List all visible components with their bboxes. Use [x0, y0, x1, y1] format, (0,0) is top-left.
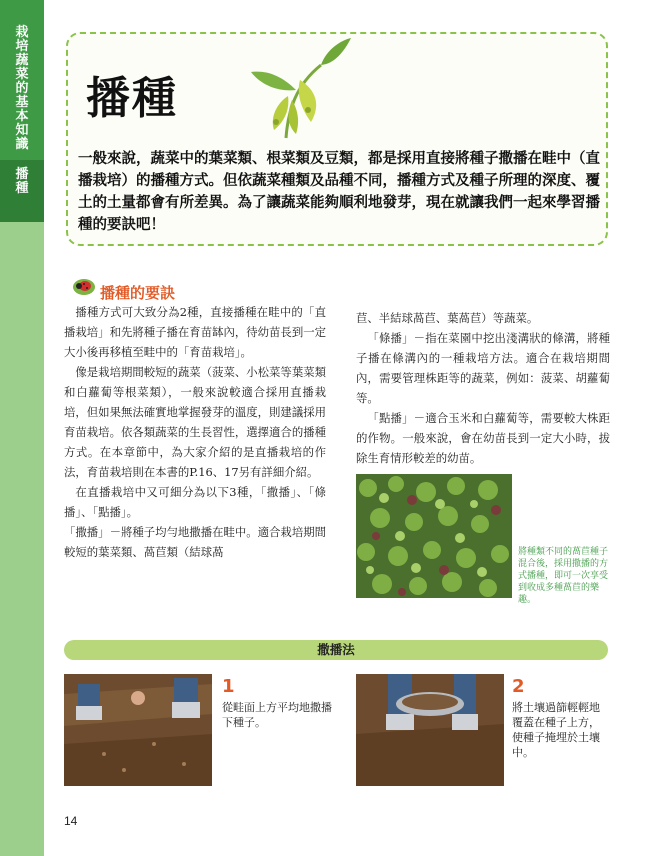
step2-text: 將土壤過篩輕輕地覆蓋在種子上方，使種子掩埋於土壤中。 — [512, 701, 600, 759]
paragraph: 「撒播」－將種子均勻地撒播在畦中。適合栽培期間較短的葉菜類、萵苣類（結球萵 — [64, 525, 326, 559]
paragraph: 在直播栽培中又可細分為以下3種，「撒播」、「條播」、「點播」。 — [64, 485, 326, 519]
body-column-left — [64, 302, 326, 562]
body-column-right — [356, 308, 610, 468]
page-number: 14 — [64, 814, 78, 828]
step1-text: 從畦面上方平均地撒播下種子。 — [222, 701, 332, 729]
lettuce-photo — [356, 474, 512, 598]
paragraph: 「點播」－適合玉米和白蘿蔔等，需要較大株距的作物。一般來說，會在幼苗長到一定大小時，拔除生育情形較差的幼苗。 — [356, 411, 610, 465]
paragraph: 像是栽培期間較短的蔬菜（菠菜、小松菜等葉菜類和白蘿蔔等根菜類），一般來說較適合採用直播栽培，但如果無法確實地掌握發芽的溫度，則建議採用育苗栽培。依各類蔬菜的生長習性，選擇適合的播種方式。在本章節中，為大家介紹的是直播栽培的作法，育苗栽培則在本書的P.16、17另有詳細介紹。 — [64, 365, 326, 479]
page-title: 播種 — [86, 73, 178, 124]
paragraph: 苣、半結球萵苣、葉萵苣）等蔬菜。 — [356, 311, 539, 325]
photo-caption: 將種類不同的萵苣種子混合後，採用撒播的方式播種，即可一次享受到收成多種萵苣的樂趣。 — [518, 547, 609, 605]
paragraph: 「條播」－指在菜園中挖出淺溝狀的條溝，將種子播在條溝內的一種栽培方法。適合在栽培期間內，需要管理株距等的蔬菜，例如：菠菜、胡蘿蔔等。 — [356, 331, 610, 405]
pea-plant-illustration — [226, 30, 356, 140]
method-bar: 撒播法 — [64, 640, 608, 660]
step2-photo — [356, 674, 504, 786]
step2-number: 2 — [512, 676, 525, 697]
paragraph: 播種方式可大致分為2種，直接播種在畦中的「直播栽培」和先將種子播在育苗缽內，待幼苗長到一定大小後再移植至畦中的「育苗栽培」。 — [64, 305, 326, 359]
sidebar-current-label: 播 種 — [15, 167, 29, 196]
step1-number: 1 — [222, 676, 235, 697]
sidebar-section-label: 栽 培 蔬 菜 的 基 本 知 識 — [15, 25, 29, 152]
intro-text: 一般來說，蔬菜中的葉菜類、根菜類及豆類，都是採用直接將種子撒播在畦中（直播栽培）的播種方式。但依蔬菜種類及品種不同，播種方式及種子所理的深度、覆土的土量都會有所差異。為了讓蔬菜能夠順利地發芽，現在就讓我們一起來學習播種的要訣吧！ — [78, 151, 600, 233]
step1-photo — [64, 674, 212, 786]
section-heading: 播種的要訣 — [100, 284, 176, 302]
ladybug-icon — [72, 276, 98, 296]
